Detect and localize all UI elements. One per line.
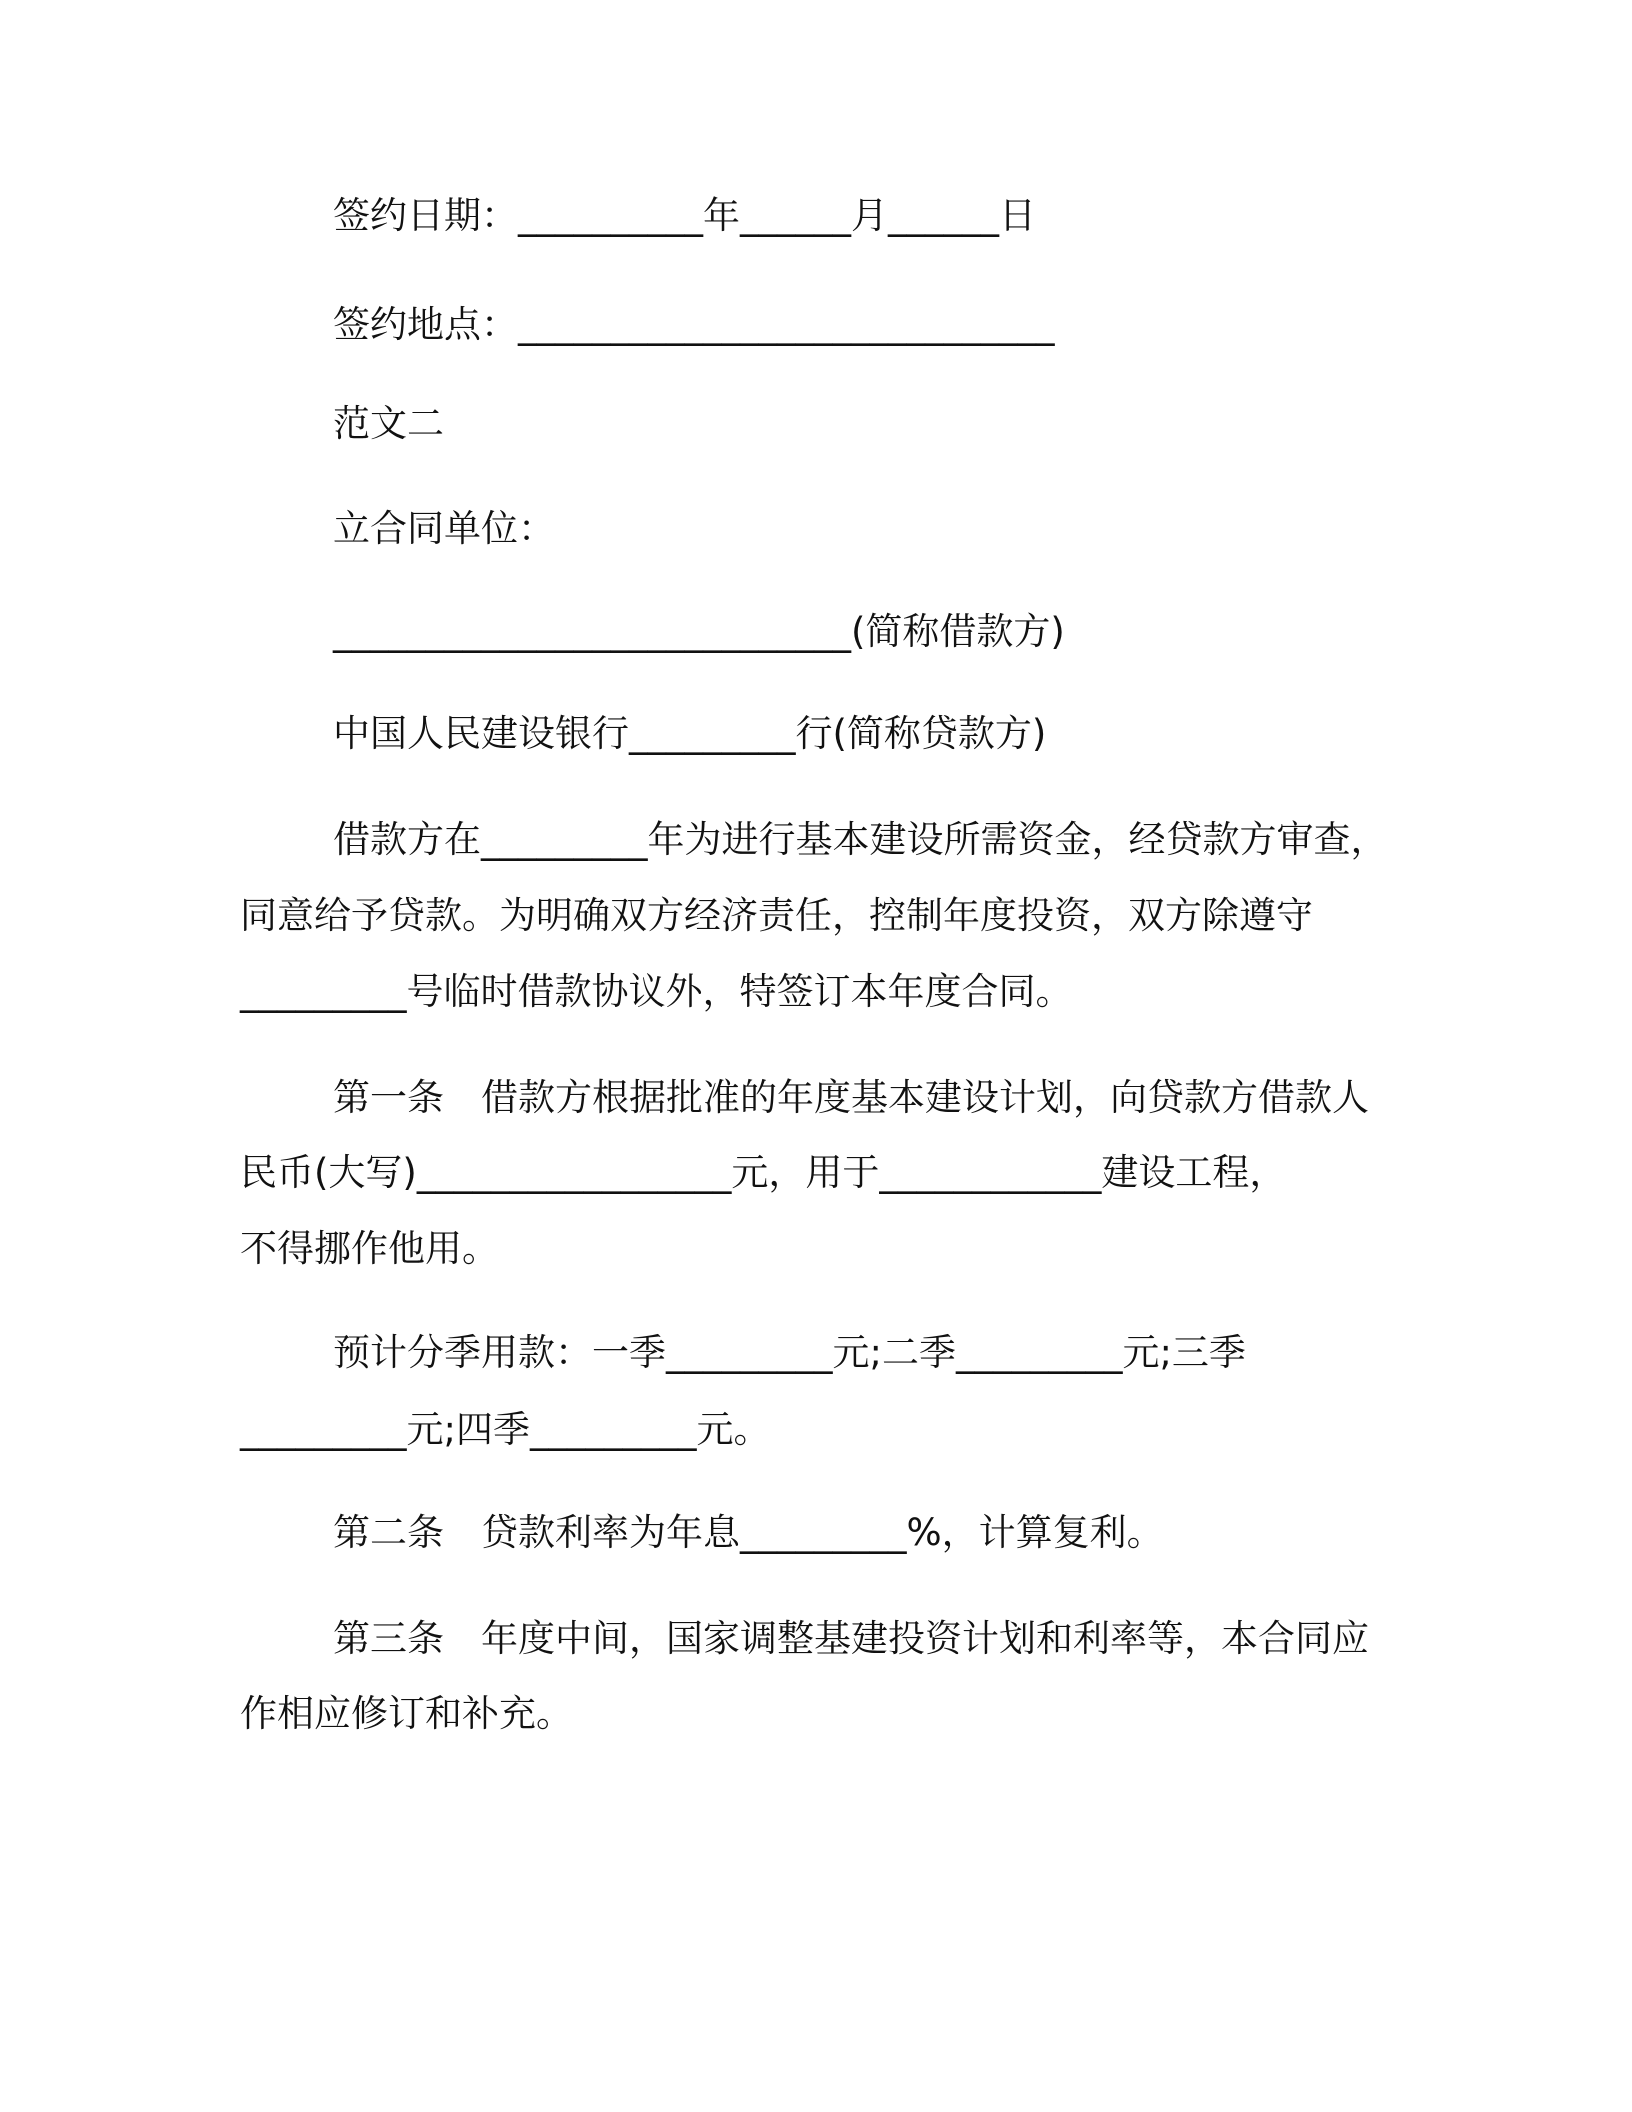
quarterly-plan-line-1: 预计分季用款：一季_________元;二季_________元;三季 <box>333 1331 1246 1374</box>
lender-line: 中国人民建设银行_________行(简称贷款方) <box>333 712 1047 755</box>
article-three-line-1: 第三条 年度中间，国家调整基建投资计划和利率等，本合同应 <box>333 1617 1369 1660</box>
preamble-line-3: _________号临时借款协议外，特签订本年度合同。 <box>240 970 1073 1013</box>
preamble-line-1: 借款方在_________年为进行基本建设所需资金，经贷款方审查， <box>333 818 1388 861</box>
signing-place-line: 签约地点：_____________________________ <box>333 303 1055 346</box>
article-one-line-3: 不得挪作他用。 <box>240 1227 499 1270</box>
borrower-line: ____________________________(简称借款方) <box>333 610 1065 653</box>
article-one-line-1: 第一条 借款方根据批准的年度基本建设计划，向贷款方借款人 <box>333 1076 1369 1119</box>
quarterly-plan-line-2: _________元;四季_________元。 <box>240 1408 771 1451</box>
preamble-line-2: 同意给予贷款。为明确双方经济责任，控制年度投资，双方除遵守 <box>240 894 1313 937</box>
article-one-line-2: 民币(大写)_________________元，用于____________建设工程， <box>240 1151 1287 1194</box>
sample-two-heading: 范文二 <box>333 402 444 445</box>
article-three-line-2: 作相应修订和补充。 <box>240 1692 573 1735</box>
contracting-parties-label: 立合同单位： <box>333 507 555 550</box>
article-two-line: 第二条 贷款利率为年息_________%，计算复利。 <box>333 1511 1164 1554</box>
signing-date-line: 签约日期：__________年______月______日 <box>333 194 1036 237</box>
